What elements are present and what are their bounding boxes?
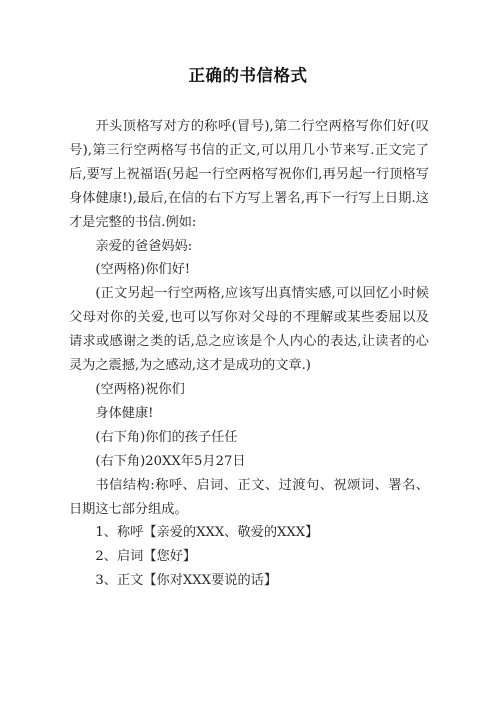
example-signature: (右下角)你们的孩子任任 <box>95 429 238 445</box>
example-greeting: (空两格)你们好! <box>95 262 191 278</box>
example-salutation: 亲爱的爸爸妈妈: <box>95 238 193 254</box>
structure-item-opening: 2、启词【您好】 <box>95 549 197 565</box>
example-blessing-wish: 身体健康! <box>95 405 154 421</box>
example-date: (右下角)20XX年5月27日 <box>95 453 246 469</box>
example-blessing: (空两格)祝你们 <box>95 381 185 397</box>
example-body-note: (正文另起一行空两格,应该写出真情实感,可以回忆小时候父母对你的关爱,也可以写你对父母的不理解或某些委屈以及请求或感谢之类的话,总之应该是个人内心的表达,让读者的心灵为之震撼,为之感动,这才是成功的文章.) <box>69 286 429 374</box>
document-body <box>69 115 429 593</box>
structure-item-salutation: 1、称呼【亲爱的XXX、敬爱的XXX】 <box>95 525 319 541</box>
structure-summary: 书信结构:称呼、启词、正文、过渡句、祝颂词、署名、日期这七部分组成。 <box>69 477 429 517</box>
structure-item-body: 3、正文【你对XXX要说的话】 <box>95 573 278 589</box>
intro-paragraph: 开头顶格写对方的称呼(冒号),第二行空两格写你们好(叹号),第三行空两格写书信的正文,可以用几小节来写.正文完了后,要写上祝福语(另起一行空两格写祝你们,再另起一行顶格写身体健康!),最后,在信的右下方写上署名,再下一行写上日期.这才是完整的书信.例如: <box>69 119 429 230</box>
document-title: 正确的书信格式 <box>188 66 308 85</box>
